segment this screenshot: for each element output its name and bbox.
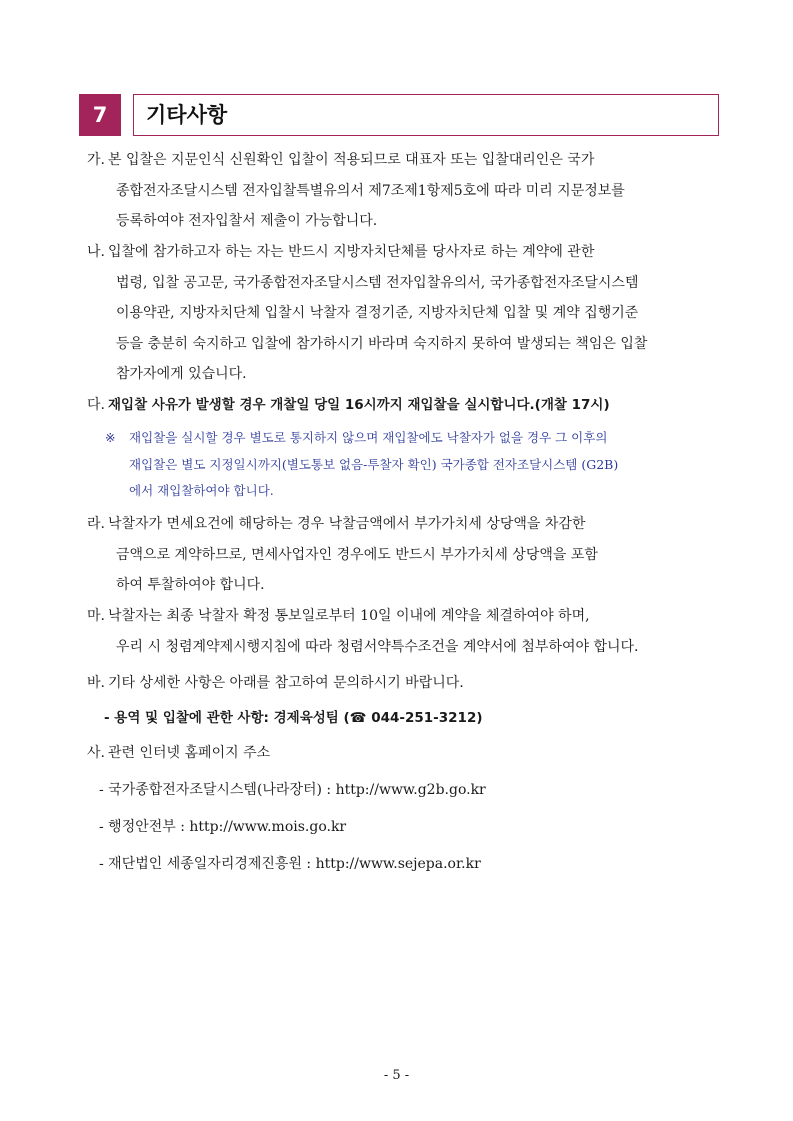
item-marker: 다.	[87, 397, 105, 413]
item-line: 낙찰자는 최종 낙찰자 확정 통보일로부터 10일 이내에 계약을 체결하여야 하며,	[108, 608, 590, 624]
item-marker: 나.	[87, 244, 105, 260]
note-line: 재입찰을 실시할 경우 별도로 통지하지 않으며 재입찰에도 낙찰자가 없을 경우 그 이후의	[129, 430, 608, 445]
item-line: 우리 시 청렴계약제시행지침에 따라 청렴서약특수조건을 계약서에 첨부하여야 합니다.	[116, 638, 639, 655]
item-line: 참가자에게 있습니다.	[116, 366, 247, 382]
item-ba	[87, 668, 717, 699]
item-line: 금액으로 계약하므로, 면세사업자인 경우에도 반드시 부가가치세 상당액을 포함	[116, 546, 598, 563]
item-line: 낙찰자가 면세요건에 해당하는 경우 낙찰금액에서 부가가치세 상당액을 차감한	[108, 516, 586, 532]
item-line: 입찰에 참가하고자 하는 자는 반드시 지방자치단체를 당사자로 하는 계약에 관한	[108, 244, 595, 260]
item-line: 이용약관, 지방자치단체 입찰시 낙찰자 결정기준, 지방자치단체 입찰 및 계약 집행기준	[116, 305, 639, 321]
link-g2b: - 국가종합전자조달시스템(나라장터) : http://www.g2b.go.kr	[99, 782, 486, 798]
item-line: 기타 상세한 사항은 아래를 참고하여 문의하시기 바랍니다.	[108, 675, 464, 691]
section-number: 7	[79, 94, 121, 136]
item-ma	[87, 601, 717, 662]
note-line: 에서 재입찰하여야 합니다.	[129, 483, 274, 498]
section-title: 기타사항	[146, 103, 228, 127]
item-line: 법령, 입찰 공고문, 국가종합전자조달시스템 전자입찰유의서, 국가종합전자조달시스템	[116, 274, 639, 291]
item-line: 종합전자조달시스템 전자입찰특별유의서 제7조제1항제5호에 따라 미리 지문정보를	[116, 182, 625, 199]
item-line: 등을 충분히 숙지하고 입찰에 참가하시기 바라며 숙지하지 못하여 발생되는 책임은 입찰	[116, 335, 648, 352]
note-reauction	[105, 425, 717, 505]
item-marker: 바.	[87, 675, 105, 691]
link-sejepa: - 재단법인 세종일자리경제진흥원 : http://www.sejepa.or.kr	[99, 856, 481, 872]
item-marker: 라.	[87, 516, 105, 532]
item-sa	[87, 738, 717, 769]
note-marker: ※	[105, 430, 116, 445]
item-line: 관련 인터넷 홈페이지 주소	[108, 745, 271, 761]
item-line: 본 입찰은 지문인식 신원확인 입찰이 적용되므로 대표자 또는 입찰대리인은 국가	[108, 152, 595, 168]
item-marker: 가.	[87, 152, 105, 168]
page-number: - 5 -	[383, 1068, 410, 1083]
item-line: 하여 투찰하여야 합니다.	[116, 577, 265, 593]
item-marker: 사.	[87, 745, 105, 761]
item-line: 등록하여야 전자입찰서 제출이 가능합니다.	[116, 213, 378, 229]
section-header	[79, 94, 719, 136]
contact-info: - 용역 및 입찰에 관한 사항: 경제육성팀 (☎ 044-251-3212)	[104, 710, 483, 726]
link-mois: - 행정안전부 : http://www.mois.go.kr	[99, 819, 347, 835]
note-line: 재입찰은 별도 지정일시까지(별도통보 없음-투찰자 확인) 국가종합 전자조달시스템 (G2B)	[129, 456, 619, 472]
item-na	[87, 237, 717, 390]
item-line-emphasis: 재입찰 사유가 발생할 경우 개찰일 당일 16시까지 재입찰을 실시합니다.(개찰 17시)	[108, 397, 610, 413]
item-ga	[87, 145, 717, 237]
item-ra	[87, 509, 717, 601]
item-marker: 마.	[87, 608, 105, 624]
section-title-box	[133, 94, 719, 136]
item-da	[87, 390, 717, 421]
